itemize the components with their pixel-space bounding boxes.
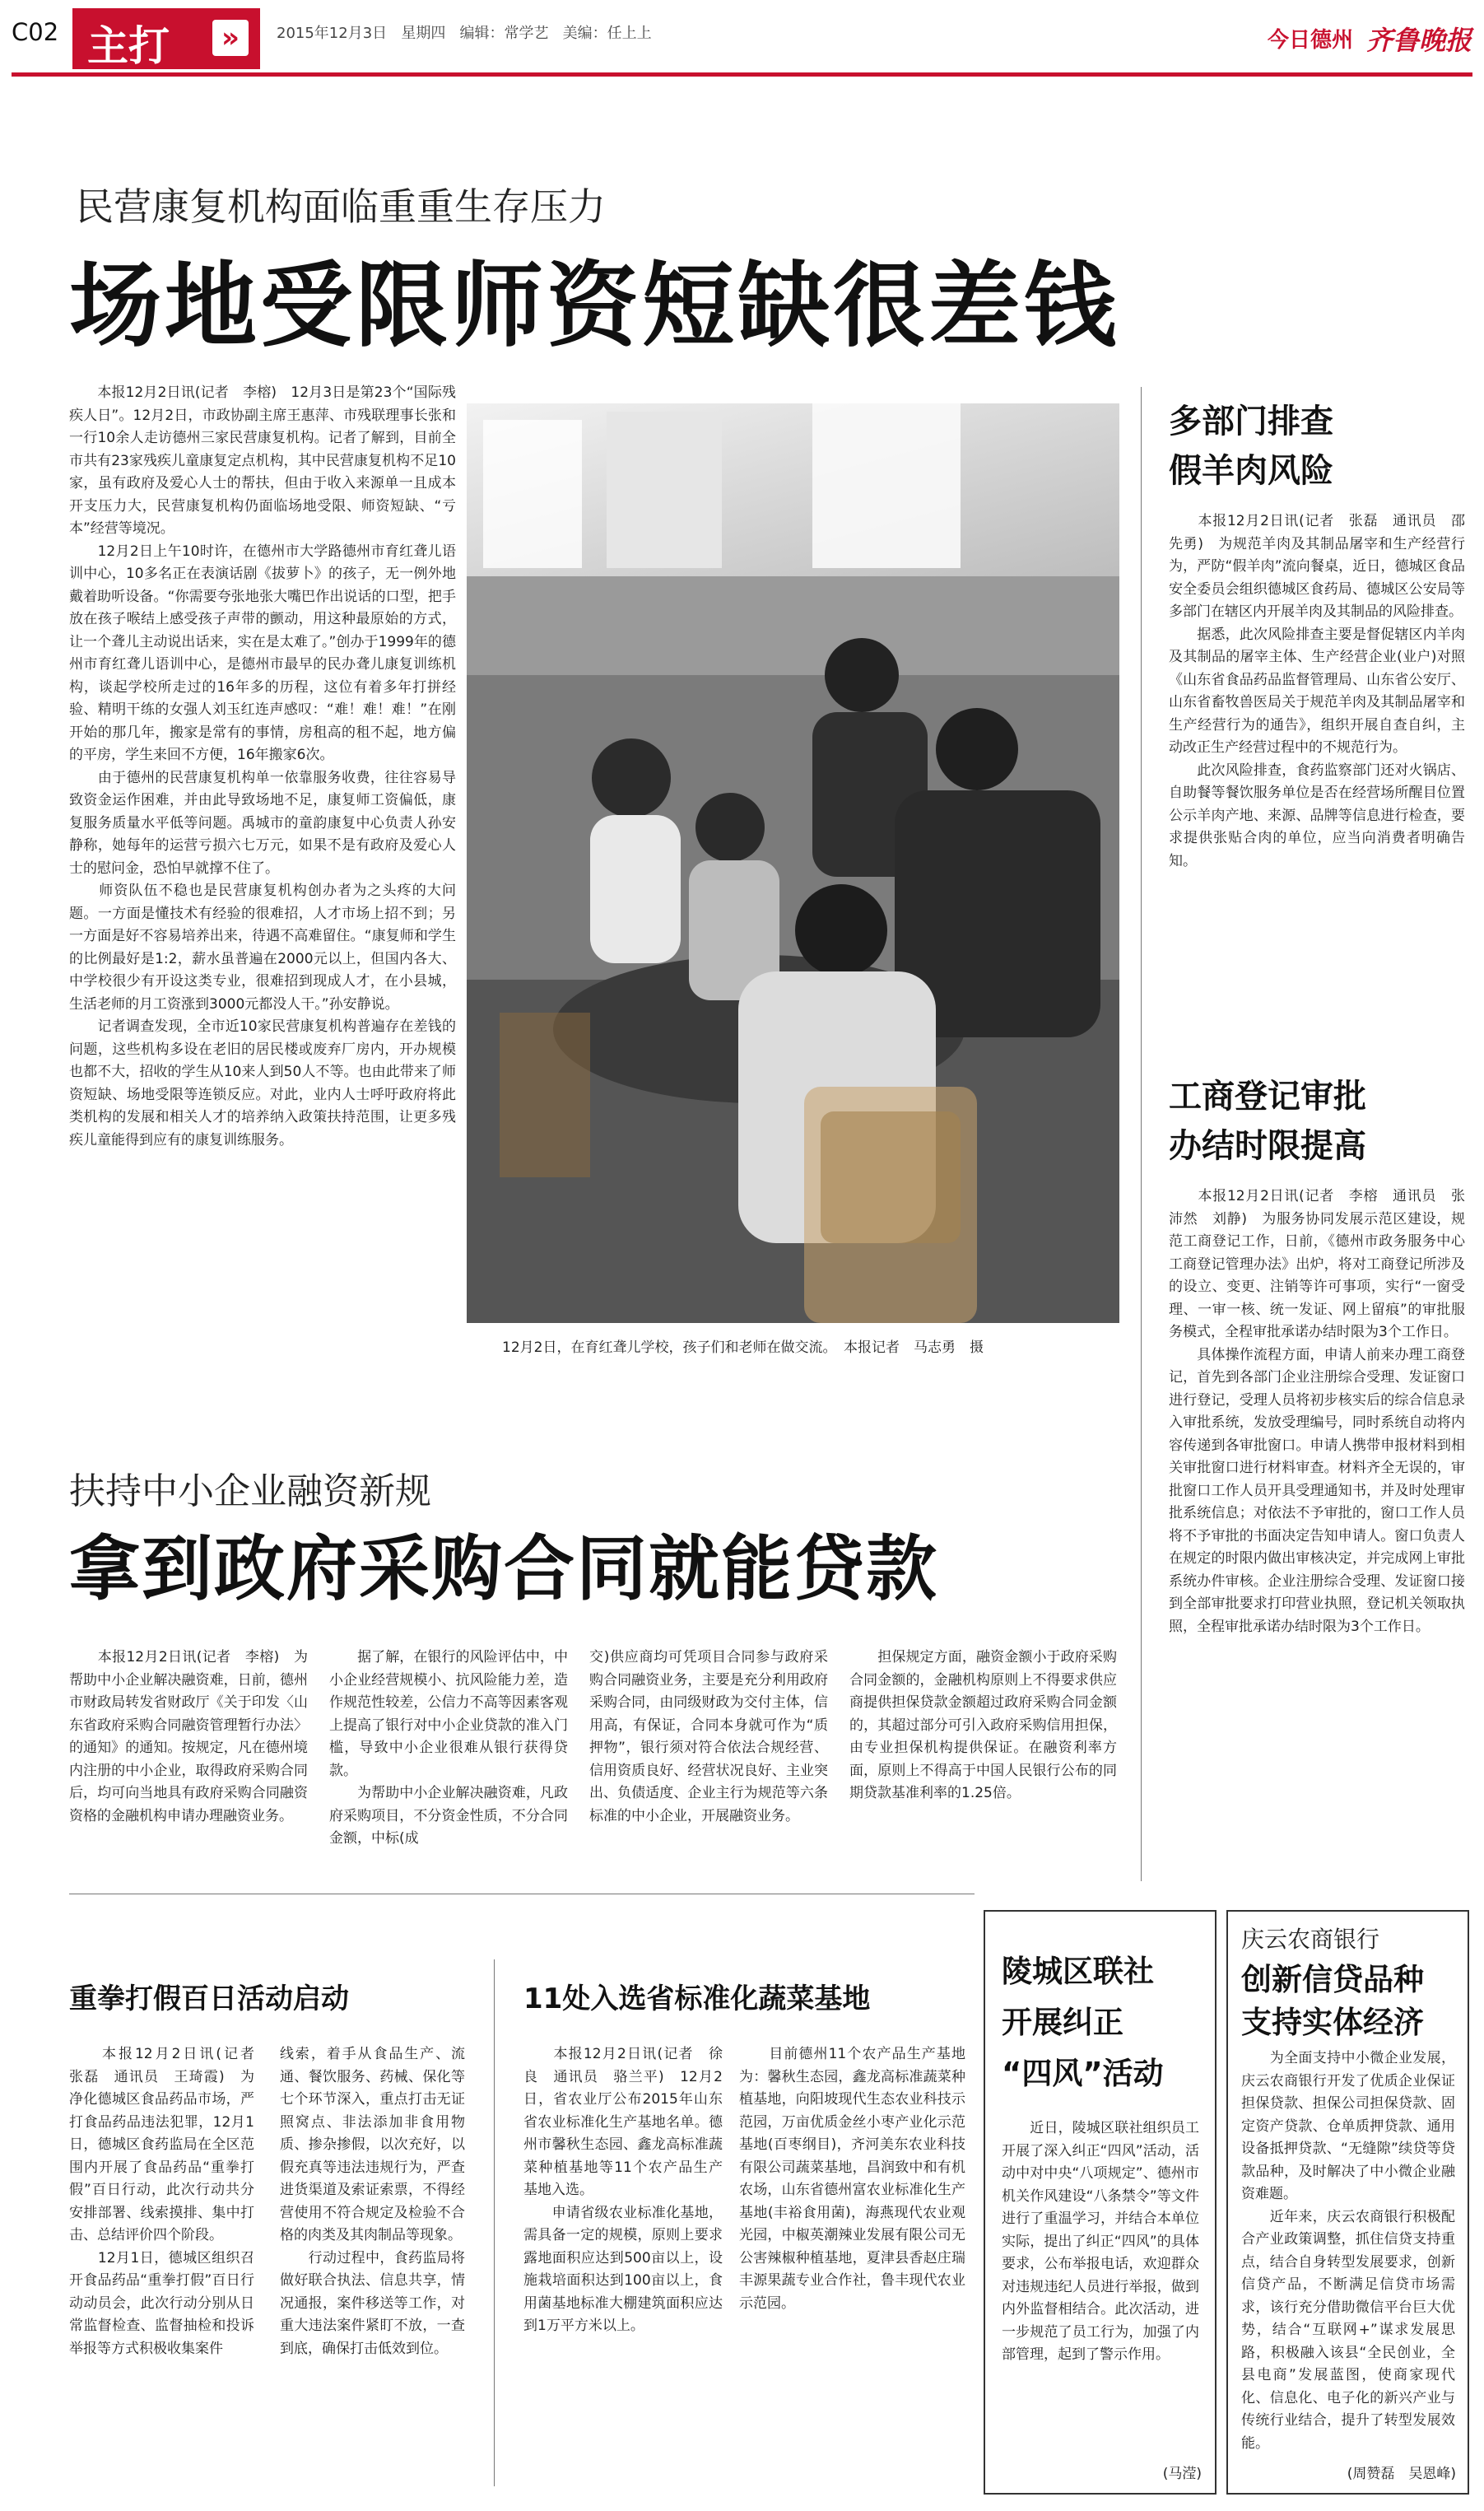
story6-headline-line2: 支持实体经济: [1241, 2005, 1424, 2040]
story5-headline-line3: “四风”活动: [1002, 2056, 1164, 2091]
story3-col1: 本报12月2日讯(记者 张磊 通讯员 王琦霞) 为净化德城区食品药品市场，严打食品药品违法犯罪，12月1日，德城区食药监局在全区范围内开展了食品药品“重拳打假”百日行动，此次行动共分安排部署、线索摸排、集中打击、总结评价四个阶段。 12月1日，德城区组织召开食品药品“重拳打假”百日行动动员会，此次行动分别从日常监督检查、监督抽检和投诉举报等方式积极收集案件: [69, 2046, 254, 2357]
chevron-right-icon: »: [212, 20, 249, 56]
story5-byline: (马滢): [1162, 2466, 1202, 2482]
classroom-photo-svg: [467, 403, 1119, 1323]
story4-col2: 目前德州11个农产品生产基地为：馨秋生态园，鑫龙高标准蔬菜种植基地，向阳坡现代生态农业科技示范园，万亩优质金丝小枣产业化示范基地(百枣纲目)，齐河美东农业科技有限公司蔬菜基地，昌润致中和有机农场，山东省德州富农业标准化生产基地(丰裕食用菌)，海燕现代农业观光园，中椒英潮辣业发展有限公司无公害辣椒种植基地，夏津县香赵庄瑞丰源果蔬专业合作社，鲁丰现代农业示范园。: [739, 2046, 965, 2312]
story6-body: 为全面支持中小微企业发展，庆云农商银行开发了优质企业保证担保贷款、担保公司担保贷款、固定资产贷款、仓单质押贷款、通用设备抵押贷款、“无缝隙”续贷等贷款品种，及时解决了中小微企业融资难题。 近年来，庆云农商银行积极配合产业政策调整，抓住信贷支持重点，结合自身转型发展要求，创新信贷产品，不断满足信贷市场需求，该行充分借助微信平台巨大优势，结合“互联网+”谋求发展思路，积极融入该县“全民创业，全县电商”发展蓝图，使商家现代化、信息化、电子化的新兴产业与传统行业结合，提升了转型发展效能。: [1241, 2050, 1455, 2452]
right2-body: 本报12月2日讯(记者 李榕 通讯员 张沛然 刘静) 为服务协同发展示范区建设，规范工商登记工作，日前，《德州市政务服务中心工商登记管理办法》出炉，将对工商登记所涉及的设立、变更、注销等许可事项，实行“一窗受理、一审一核、统一发证、网上留痕”的审批服务模式，全程审批承诺办结时限为3个工作日。 具体操作流程方面，申请人前来办理工商登记，首先到各部门企业注册综合受理、发证窗口进行登记，受理人员将初步核实后的综合信息录入审批系统，发放受理编号，同时系统自动将内容传递到各审批窗口。申请人携带申报材料到相关审批窗口进行材料审查。材料齐全无误的，审批窗口工作人员开具受理通知书，并及时处理审批系统信息；对依法不予审批的，窗口工作人员将不予审批的书面决定告知申请人。窗口负责人在规定的时限内做出审核决定，并完成网上审批系统办件审核。企业注册综合受理、发证窗口接到全部审批要求打印营业执照，登记机关领取执照，全程审批承诺办结时限为3个工作日。: [1169, 1188, 1465, 1635]
right1-body: 本报12月2日讯(记者 张磊 通讯员 邵先勇) 为规范羊肉及其制品屠宰和生产经营行为，严防“假羊肉”流向餐桌，近日，德城区食品安全委员会组织德城区食药局、德城区公安局等多部门在辖区内开展羊肉及其制品的风险排查。 据悉，此次风险排查主要是督促辖区内羊肉及其制品的屠宰主体、生产经营企业(业户)对照《山东省食品药品监督管理局、山东省公安厅、山东省畜牧兽医局关于规范羊肉及其制品屠宰和生产经营行为的通告》，组织开展自查自纠，主动改正生产经营过程中的不规范行为。 此次风险排查，食药监察部门还对火锅店、自助餐等餐饮服务单位是否在经营场所醒目位置公示羊肉产地、来源、品牌等信息进行检查，要求提供张贴合肉的单位，应当向消费者明确告知。: [1169, 513, 1465, 869]
story2-headline: 拿到政府采购合同就能贷款: [69, 1528, 938, 1610]
story1-kicker: 民营康复机构面临重重生存压力: [76, 184, 606, 229]
story2-col4: 担保规定方面，融资金额小于政府采购合同金额的，金融机构原则上不得要求供应商提供担保贷款金额超过政府采购合同金额的，其超过部分可引入政府采购信用担保，由专业担保机构提供保证。在融资利率方面，原则上不得高于中国人民银行公布的同期贷款基准利率的1.25倍。: [849, 1649, 1117, 1801]
story2-kicker: 扶持中小企业融资新规: [69, 1470, 431, 1512]
right2-headline-line2: 办结时限提高: [1169, 1127, 1366, 1165]
story3-headline: 重拳打假百日活动启动: [69, 1982, 349, 2015]
story6-box: [1226, 1910, 1469, 2495]
divider-story3-story4: [494, 1959, 495, 2486]
story5-body: 近日，陵城区联社组织员工开展了深入纠正“四风”活动，活动中对中央“八项规定”、德州市机关作风建设“八条禁令”等文件进行了重温学习，并结合本单位实际，提出了纠正“四风”的具体要求，公布举报电话，欢迎群众对违规违纪人员进行举报，做到内外监督相结合。此次活动，进一步规范了员工行为，加强了内部管理，起到了警示作用。: [1002, 2120, 1199, 2363]
story4-headline: 11处入选省标准化蔬菜基地: [523, 1982, 871, 2015]
story5-headline-line2: 开展纠正: [1002, 2005, 1123, 2040]
right2-headline-line1: 工商登记审批: [1169, 1078, 1366, 1116]
story3-col2: 线索，着手从食品生产、流通、餐饮服务、药械、保化等七个环节深入，重点打击无证照窝点、非法添加非食用物质、掺杂掺假，以次充好，以假充真等违法违规行为，严查进货渠道及索证索票，不得经营使用不符合规定及检验不合格的肉类及其肉制品等现象。 行动过程中，食药监局将做好联合执法、信息共享，情况通报，案件移送等工作，对重大违法案件紧盯不放，一查到底，确保打击低效到位。: [280, 2046, 465, 2357]
right1-headline-line1: 多部门排查: [1169, 403, 1333, 440]
story5-box: [984, 1910, 1217, 2495]
story2-col2: 据了解，在银行的风险评估中，中小企业经营规模小、抗风险能力差，造作规范性较差，公信力不高等因素客观上提高了银行对中小企业贷款的准入门槛，导致中小企业很难从银行获得贷款。 为帮助中小企业解决融资难，凡政府采购项目，不分资金性质，不分合同金额，中标(成: [329, 1649, 568, 1847]
page-number: C02: [12, 18, 59, 46]
paper-name: 齐鲁晚报: [1366, 25, 1472, 56]
section-tag: [72, 8, 260, 69]
story6-kicker: 庆云农商银行: [1241, 1926, 1380, 1953]
column-divider: [1141, 387, 1142, 1881]
header-rule: [12, 72, 1472, 77]
story2-col3: 交)供应商均可凭项目合同参与政府采购合同融资业务，主要是充分利用政府采购合同，由同级财政为交付主体，信用高，有保证，合同本身就可作为“质押物”，银行须对符合依法合规经营、信用资质良好、经营状况良好、主业突出、负债适度、企业主行为规范等六条标准的中小企业，开展融资业务。: [589, 1649, 828, 1824]
story1-photo-caption: 12月2日，在育红聋儿学校，孩子们和老师在做交流。 本报记者 马志勇 摄: [502, 1339, 984, 1356]
story1-photo: [467, 403, 1119, 1323]
date-line: 2015年12月3日 星期四 编辑：常学艺 美编：任上上: [277, 25, 652, 42]
story1-headline: 场地受限师资短缺很差钱: [69, 253, 1119, 360]
right1-headline-line2: 假羊肉风险: [1169, 452, 1333, 490]
story4-col1: 本报12月2日讯(记者 徐良 通讯员 骆兰平) 12月2日，省农业厅公布2015年山东省农业标准化生产基地名单。德州市馨秋生态园、鑫龙高标准蔬菜种植基地等11个农产品生产基地入选。 申请省级农业标准化基地，需具备一定的规模，原则上要求露地面积应达到500亩以上，设施栽培面积达到100亩以上，食用菌基地标准大棚建筑面积应达到1万平方米以上。: [523, 2046, 723, 2334]
section-title: 主打: [87, 22, 170, 70]
story1-body: 本报12月2日讯(记者 李榕) 12月3日是第23个“国际残疾人日”。12月2日，市政协副主席王惠萍、市残联理事长张和一行10余人走访德州三家民营康复机构。记者了解到，目前全市共有23家残疾儿童康复定点机构，其中民营康复机构不足10家，虽有政府及爱心人士的帮扶，但由于收入来源单一且成本开支压力大，民营康复机构仍面临场地受限、师资短缺、“亏本”经营等境况。 12月2日上午10时许，在德州市大学路德州市育红聋儿语训中心，10多名正在表演话剧《拔萝卜》的孩子，无一例外地戴着助听设备。“你需要夸张地张大嘴巴作出说话的口型，把手放在孩子喉结上感受孩子声带的颤动，用这种最原始的方式，让一个聋儿主动说出话来，实在是太难了。”创办于1999年的德州市育红聋儿语训中心，是德州市最早的民办聋儿康复训练机构，谈起学校所走过的16年多的历程，这位有着多年打拼经验、精明干练的女强人刘玉红连声感叹：“难！难！难！”在刚开始的那几年，搬家是常有的事情，房租高的租不起，地方偏的平房，学生来回不方便，16年搬家6次。 由于德州的民营康复机构单一依靠服务收费，往往容易导致资金运作困难，并由此导致场地不足，康复师工资偏低，康复服务质量水平低等问题。禹城市的童韵康复中心负责人孙安静称，她每年的运营亏损六七万元，如果不是有政府及爱心人士的慰问金，恐怕早就撑不住了。 师资队伍不稳也是民营康复机构创办者为之头疼的大问题。一方面是懂技术有经验的很难招，人才市场上招不到；另一方面是好不容易培养出来，待遇不高难留住。“康复师和学生的比例最好是1:2，薪水虽普遍在2000元以上，但国内各大、中学校很少有开设这类专业，很难招到现成人才，在小县城，生活老师的月工资涨到3000元都没人干。”孙安静说。 记者调查发现，全市近10家民营康复机构普遍存在差钱的问题，这些机构多设在老旧的居民楼或废弃厂房内，开办规模也都不大，招收的学生从10来人到50人不等。也由此带来了师资短缺、场地受限等连锁反应。对此，业内人士呼吁政府将此类机构的发展和相关人才的培养纳入政策扶持范围，让更多残疾儿童能得到应有的康复训练服务。: [69, 384, 456, 1148]
story5-headline-line1: 陵城区联社: [1002, 1954, 1154, 1989]
story6-byline: (周赞磊 吴恩峰): [1347, 2466, 1456, 2482]
story6-headline-line1: 创新信贷品种: [1241, 1962, 1424, 1997]
story2-col1: 本报12月2日讯(记者 李榕) 为帮助中小企业解决融资难，日前，德州市财政局转发省财政厅《关于印发〈山东省政府采购合同融资管理暂行办法〉的通知》的通知。按规定，凡在德州境内注册的中小企业，取得政府采购合同后，均可向当地具有政府采购合同融资资格的金融机构申请办理融资业务。: [69, 1649, 308, 1824]
city-label: 今日德州: [1268, 28, 1354, 53]
